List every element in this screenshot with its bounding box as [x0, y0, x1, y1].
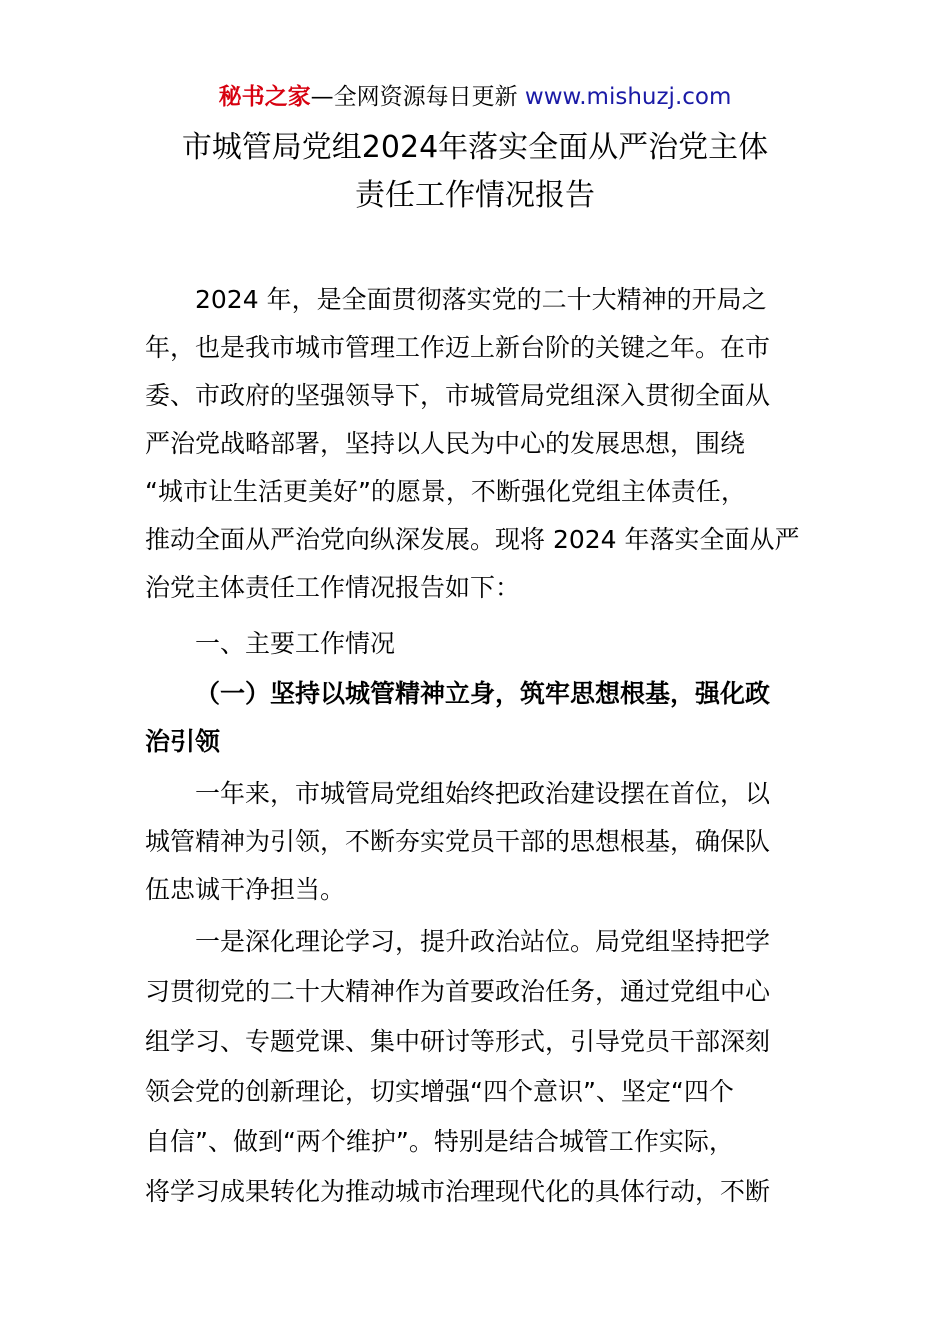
paragraph-line: 组学习、专题党课、集中研讨等形式，引导党员干部深刻 [145, 1027, 771, 1056]
paragraph-line: 一年来，市城管局党组始终把政治建设摆在首位，以 [195, 779, 771, 808]
paragraph-line: 推动全面从严治党向纵深发展。现将 2024 年落实全面从严 [145, 525, 800, 554]
paragraph-line: 城管精神为引领，不断夯实党员干部的思想根基，确保队 [145, 827, 771, 856]
paragraph-line: 年，也是我市城市管理工作迈上新台阶的关键之年。在市 [145, 333, 771, 362]
paragraph-line: 将学习成果转化为推动城市治理现代化的具体行动，不断 [145, 1177, 771, 1206]
paragraph-line: 治党主体责任工作情况报告如下： [145, 573, 521, 602]
paragraph-line: 习贯彻党的二十大精神作为首要政治任务，通过党组中心 [145, 977, 771, 1006]
header-tagline: —全网资源每日更新 [310, 84, 518, 110]
document-title-line-1: 市城管局党组2024年落实全面从严治党主体 [181, 130, 769, 165]
paragraph-line: 一是深化理论学习，提升政治站位。局党组坚持把学 [195, 927, 771, 956]
paragraph-line: 严治党战略部署，坚持以人民为中心的发展思想，围绕 [145, 429, 746, 458]
site-url[interactable]: www.mishuzj.com [524, 84, 732, 110]
paragraph-line: 2024 年，是全面贯彻落实党的二十大精神的开局之 [195, 285, 767, 314]
document-title-line-2: 责任工作情况报告 [355, 178, 595, 213]
subsection-heading-continued: 治引领 [145, 727, 221, 756]
paragraph-line: 领会党的创新理论，切实增强“四个意识”、坚定“四个 [145, 1077, 734, 1106]
brand-name: 秘书之家 [218, 84, 311, 110]
site-header [0, 80, 950, 114]
section-heading: 一、主要工作情况 [195, 629, 396, 658]
paragraph-line: 委、市政府的坚强领导下，市城管局党组深入贯彻全面从 [145, 381, 771, 410]
paragraph-line: “城市让生活更美好”的愿景，不断强化党组主体责任， [145, 477, 746, 506]
paragraph-line: 自信”、做到“两个维护”。特别是结合城管工作实际， [145, 1127, 734, 1156]
subsection-heading: （一）坚持以城管精神立身，筑牢思想根基，强化政 [195, 679, 771, 708]
paragraph-line: 伍忠诚干净担当。 [145, 875, 346, 904]
